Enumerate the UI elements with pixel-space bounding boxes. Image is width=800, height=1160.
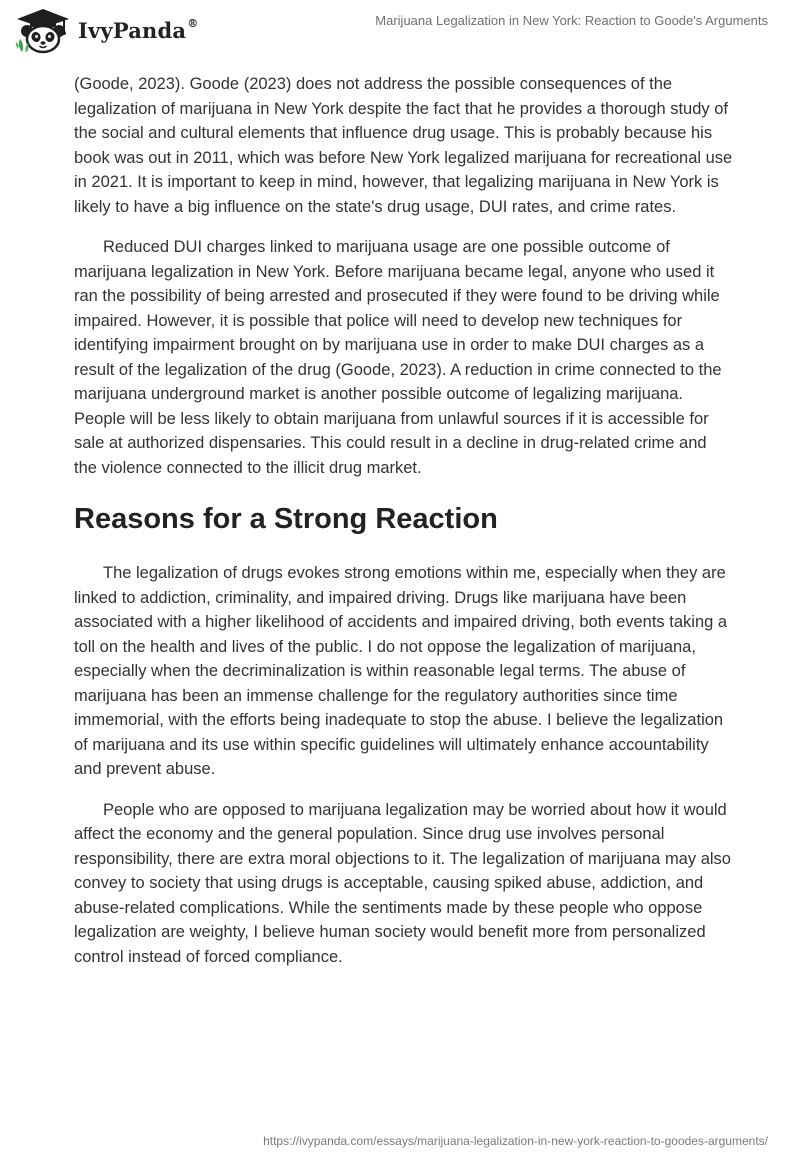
- document-title: Marijuana Legalization in New York: Reaction to Goode's Arguments: [375, 13, 768, 28]
- page-header: [0, 0, 800, 60]
- paragraph-3: The legalization of drugs evokes strong emotions within me, especially when they are linked to addiction, criminality, and impaired driving. Drugs like marijuana have been associated with a higher likelihood of accidents and impaired driving, both events taking a toll on the health and lives of the public. I do not oppose the legalization of marijuana, especially when the decriminalization is within reasonable legal terms. The abuse of marijuana has been an immense challenge for the regulatory authorities since time immemorial, with the efforts being inadequate to stop the abuse. I believe the legalization of marijuana and its use within specific guidelines will ultimately enhance accountability and prevent abuse.: [74, 564, 728, 778]
- ivypanda-logo[interactable]: [14, 8, 214, 54]
- source-url[interactable]: https://ivypanda.com/essays/marijuana-legalization-in-new-york-reaction-to-goodes-arguments/: [263, 1134, 768, 1148]
- panda-graduate-icon: [14, 8, 72, 54]
- paragraph-2: Reduced DUI charges linked to marijuana usage are one possible outcome of marijuana legalization in New York. Before marijuana became legal, anyone who used it ran the possibility of being arrested and prosecuted if they were found to be driving while impaired. However, it is possible that police will need to develop new techniques for identifying impairment brought on by marijuana use in order to make DUI charges as a result of the legalization of the drug (Goode, 2023). A reduction in crime connected to the marijuana underground market is another possible outcome of legalizing marijuana. People will be less likely to obtain marijuana from unlawful sources if it is accessible for sale at authorized dispensaries. This could result in a decline in drug-related crime and the violence connected to the illicit drug market.: [74, 238, 722, 477]
- paragraph-4: People who are opposed to marijuana legalization may be worried about how it would affect the economy and the general population. Since drug use involves personal responsibility, there are extra moral objections to it. The legalization of marijuana may also convey to society that using drugs is acceptable, causing spiked abuse, addiction, and abuse-related complications. While the sentiments made by these people who oppose legalization are weighty, I believe human society would benefit more from personalized control instead of forced compliance.: [74, 800, 731, 966]
- essay-body: [74, 72, 734, 985]
- registered-mark: ®: [187, 17, 199, 30]
- section-heading: Reasons for a Strong Reaction: [74, 503, 498, 535]
- paragraph-1: (Goode, 2023). Goode (2023) does not address the possible consequences of the legalization of marijuana in New York despite the fact that he provides a thorough study of the social and cultural elements that influence drug usage. This is probably because his book was out in 2011, which was before New York legalized marijuana for recreational use in 2021. It is important to keep in mind, however, that legalizing marijuana in New York is likely to have a big influence on the state's drug usage, DUI rates, and crime rates.: [74, 75, 733, 216]
- brand-name: IvyPanda®: [78, 17, 199, 43]
